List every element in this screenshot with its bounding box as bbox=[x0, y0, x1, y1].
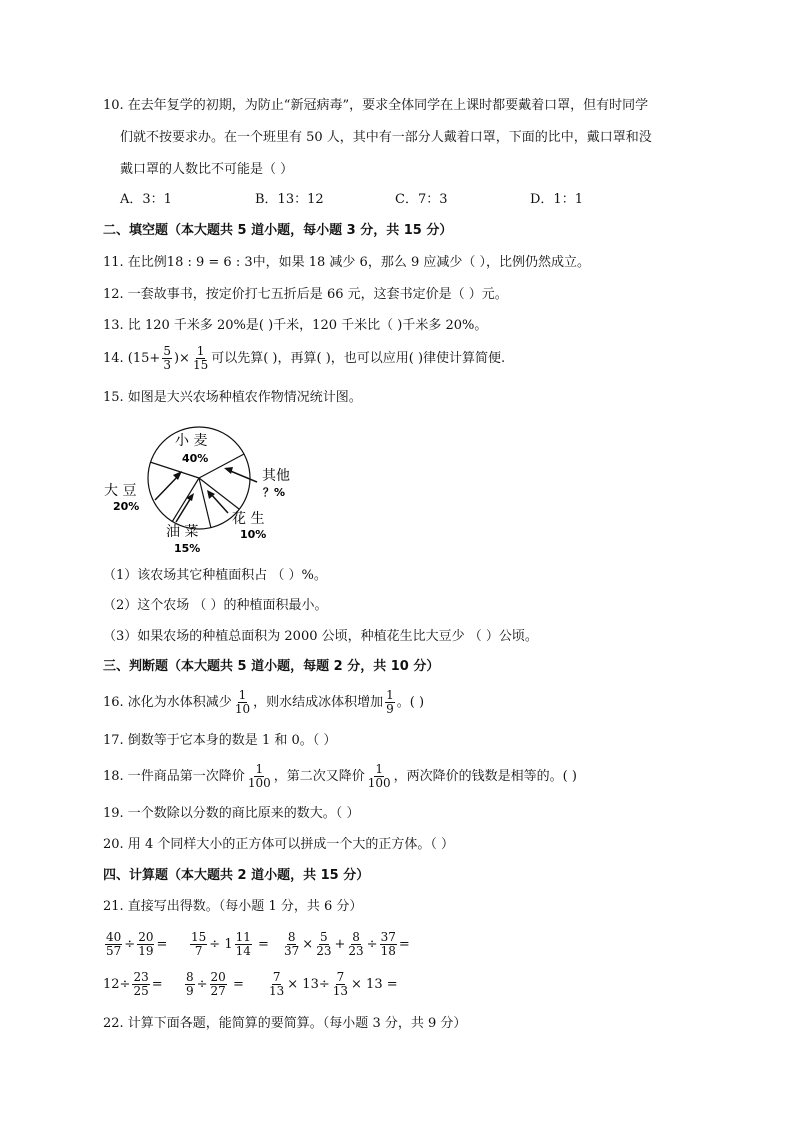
q16-f1-denominator: 10 bbox=[234, 702, 251, 716]
denominator: 37 bbox=[284, 944, 300, 958]
q16-f2-numerator: 1 bbox=[386, 688, 394, 702]
q16-text-a: 16. 冰化为水体积减少 bbox=[103, 695, 232, 710]
denominator: 19 bbox=[138, 944, 154, 958]
numerator: 7 bbox=[272, 970, 281, 984]
q14-frac1-denominator: 3 bbox=[163, 358, 171, 372]
q16-fraction-1 bbox=[234, 689, 251, 716]
q10-option-b: B．13：12 bbox=[255, 192, 324, 207]
numerator: 8 bbox=[186, 970, 194, 984]
arrow-rape-line bbox=[176, 496, 192, 522]
q14 bbox=[103, 344, 505, 374]
denominator: 13 bbox=[332, 984, 349, 998]
q14-times: )× bbox=[173, 351, 190, 366]
q15-stem: 15. 如图是大兴农场种植农作物情况统计图。 bbox=[103, 390, 362, 405]
numerator: 15 bbox=[191, 930, 207, 944]
q10-line2: 们就不按要求办。在一个班里有 50 人，其中有一部分人戴着口罩，下面的比中，戴口罩和没 bbox=[120, 130, 652, 145]
label-soy: 大 豆 bbox=[104, 483, 137, 499]
q22: 22. 计算下面各题，能简算的要简算。（每小题 3 分，共 9 分） bbox=[103, 1016, 467, 1031]
numerator: 5 bbox=[320, 930, 328, 944]
denominator: 14 bbox=[235, 944, 251, 958]
section-judge-heading: 三、判断题（本大题共 5 道小题，每题 2 分，共 10 分） bbox=[103, 659, 440, 674]
operator: ÷ bbox=[196, 977, 208, 992]
q15-sub1: （1）该农场其它种植面积占 （ ）%。 bbox=[103, 568, 327, 583]
arrow-other-line bbox=[228, 470, 257, 482]
operator: + bbox=[334, 937, 346, 952]
q21-r2e3-frac-b bbox=[332, 971, 349, 998]
section-calc-heading: 四、计算题（本大题共 2 道小题，共 15 分） bbox=[103, 868, 370, 883]
denominator: 23 bbox=[316, 944, 332, 958]
numerator: 40 bbox=[106, 930, 122, 944]
q21-r2e3-frac-a bbox=[268, 971, 285, 998]
q18-fraction-2 bbox=[367, 763, 392, 790]
q16-text-c: 。( ) bbox=[396, 695, 425, 710]
denominator: 27 bbox=[210, 984, 226, 998]
q12: 12. 一套故事书，按定价打七五折后是 66 元，这套书定价是（ ）元。 bbox=[103, 287, 508, 302]
numerator: 11 bbox=[235, 930, 251, 944]
equals-sign: = bbox=[156, 937, 168, 952]
equals-sign: = bbox=[232, 977, 244, 992]
q18-f1-denominator: 100 bbox=[247, 776, 271, 790]
arrow-soy-head bbox=[173, 471, 182, 480]
pie-divider-soy-rape bbox=[172, 478, 199, 522]
q15-sub2: （2）这个农场 （ ）的种植面积最小。 bbox=[103, 598, 328, 613]
equals-sign: = bbox=[398, 937, 410, 952]
operator: ÷ bbox=[209, 937, 221, 952]
label-peanut: 花 生 bbox=[232, 511, 265, 527]
q21-r1e2-frac-b bbox=[235, 931, 252, 958]
q19: 19. 一个数除以分数的商比原来的数大。（ ） bbox=[103, 806, 360, 821]
q21-stem: 21. 直接写出得数。（每小题 1 分，共 6 分） bbox=[103, 899, 363, 914]
q10-option-d: D．1：1 bbox=[530, 192, 583, 207]
q16-fraction-2 bbox=[385, 689, 395, 716]
operator: ÷ bbox=[366, 937, 378, 952]
q14-frac1-numerator: 5 bbox=[163, 344, 171, 358]
operand-prefix: 12÷ bbox=[103, 977, 131, 992]
q13: 13. 比 120 千米多 20%是( )千米，120 千米比（ )千米多 20%。 bbox=[103, 318, 488, 333]
label-soy-pct: 20% bbox=[113, 500, 140, 513]
q18-fraction-1 bbox=[247, 763, 272, 790]
q14-frac2-numerator: 1 bbox=[196, 344, 205, 358]
q14-frac2-denominator: 15 bbox=[192, 358, 209, 372]
equals-sign: = bbox=[258, 937, 269, 952]
numerator: 37 bbox=[380, 930, 396, 944]
q21-r2e2-frac-b bbox=[210, 971, 227, 998]
numerator: 20 bbox=[210, 970, 226, 984]
whole-number: 1 bbox=[224, 937, 233, 952]
q21-r1e1-frac-b bbox=[137, 931, 154, 958]
operator-tail: × 13 = bbox=[351, 977, 398, 992]
q21-r1e3-frac-d bbox=[380, 931, 397, 958]
denominator: 7 bbox=[194, 944, 203, 958]
q21-r1e3-frac-a bbox=[283, 931, 300, 958]
q18-f2-denominator: 100 bbox=[367, 776, 391, 790]
q21-r2e1-frac-a bbox=[132, 971, 149, 998]
label-other: 其他 bbox=[262, 468, 290, 484]
q18-f2-numerator: 1 bbox=[375, 762, 383, 776]
numerator: 8 bbox=[287, 930, 296, 944]
label-rape: 油 菜 bbox=[166, 524, 199, 540]
label-rape-pct: 15% bbox=[174, 542, 201, 555]
q21-row1-expr1 bbox=[103, 928, 167, 962]
denominator: 25 bbox=[133, 984, 149, 998]
numerator: 20 bbox=[138, 930, 154, 944]
q21-row2-expr3 bbox=[266, 968, 398, 1002]
q10-line3: 戴口罩的人数比不可能是（ ） bbox=[120, 162, 294, 177]
q21-r1e3-frac-c bbox=[347, 931, 364, 958]
q21-r1e1-frac-a bbox=[105, 931, 122, 958]
q14-suffix: 可以先算( )，再算( )，也可以应用( )律使计算简便. bbox=[211, 351, 506, 366]
operator: ÷ bbox=[124, 937, 136, 952]
q21-r1e3-frac-b bbox=[315, 931, 332, 958]
q10-option-c: C．7：3 bbox=[395, 192, 448, 207]
q21-row1-expr2 bbox=[188, 928, 269, 962]
q21-row2-expr1 bbox=[103, 968, 163, 1002]
q20: 20. 用 4 个同样大小的正方体可以拼成一个大的正方体。（ ） bbox=[103, 837, 454, 852]
q18-text-b: ，第二次又降价 bbox=[273, 769, 365, 784]
q21-row1-expr3 bbox=[281, 928, 410, 962]
label-wheat-pct: 40% bbox=[182, 452, 209, 465]
denominator: 9 bbox=[186, 984, 194, 998]
denominator: 57 bbox=[106, 944, 122, 958]
numerator: 8 bbox=[352, 930, 360, 944]
q17: 17. 倒数等于它本身的数是 1 和 0。（ ） bbox=[103, 733, 337, 748]
section-fill-in-heading: 二、填空题（本大题共 5 道小题，每小题 3 分，共 15 分） bbox=[103, 223, 453, 238]
q18 bbox=[103, 762, 577, 792]
q16-text-b: ，则水结成冰体积增加 bbox=[253, 695, 384, 710]
label-peanut-pct: 10% bbox=[240, 528, 267, 541]
operator: × bbox=[302, 937, 314, 952]
q10-option-a: A．3：1 bbox=[120, 192, 172, 207]
q11: 11. 在比例18 : 9 = 6 : 3中，如果 18 减少 6，那么 9 应减少（ ），比例仍然成立。 bbox=[103, 255, 590, 270]
arrow-peanut-line bbox=[210, 493, 228, 513]
denominator: 18 bbox=[380, 944, 396, 958]
q21-row2-expr2 bbox=[183, 968, 244, 1002]
q21-r1e2-frac-a bbox=[190, 931, 207, 958]
q21-r2e2-frac-a bbox=[185, 971, 195, 998]
numerator: 7 bbox=[336, 970, 345, 984]
label-wheat: 小 麦 bbox=[175, 433, 208, 449]
operator-sequence: × 13÷ bbox=[287, 977, 330, 992]
q16-f1-numerator: 1 bbox=[238, 688, 247, 702]
q14-fraction-1 bbox=[162, 345, 172, 372]
q18-text-a: 18. 一件商品第一次降价 bbox=[103, 769, 245, 784]
denominator: 13 bbox=[269, 984, 285, 998]
label-other-pct: ？% bbox=[263, 486, 286, 499]
denominator: 23 bbox=[348, 944, 364, 958]
equals-sign: = bbox=[151, 977, 163, 992]
q16 bbox=[103, 688, 424, 718]
q16-f2-denominator: 9 bbox=[386, 702, 394, 716]
q18-text-c: ，两次降价的钱数是相等的。( ) bbox=[393, 769, 577, 784]
q15-sub3: （3）如果农场的种植总面积为 2000 公顷，种植花生比大豆少 （ ）公顷。 bbox=[103, 629, 538, 644]
numerator: 23 bbox=[133, 970, 149, 984]
q10-line1: 10. 在去年复学的初期，为防止“新冠病毒”，要求全体同学在上课时都要戴着口罩，但有时同学 bbox=[103, 98, 649, 113]
q14-fraction-2 bbox=[192, 345, 209, 372]
q14-prefix: 14. (15+ bbox=[103, 351, 161, 366]
q18-f1-numerator: 1 bbox=[255, 762, 264, 776]
arrow-other-head bbox=[224, 467, 233, 474]
pie-chart bbox=[100, 418, 320, 563]
